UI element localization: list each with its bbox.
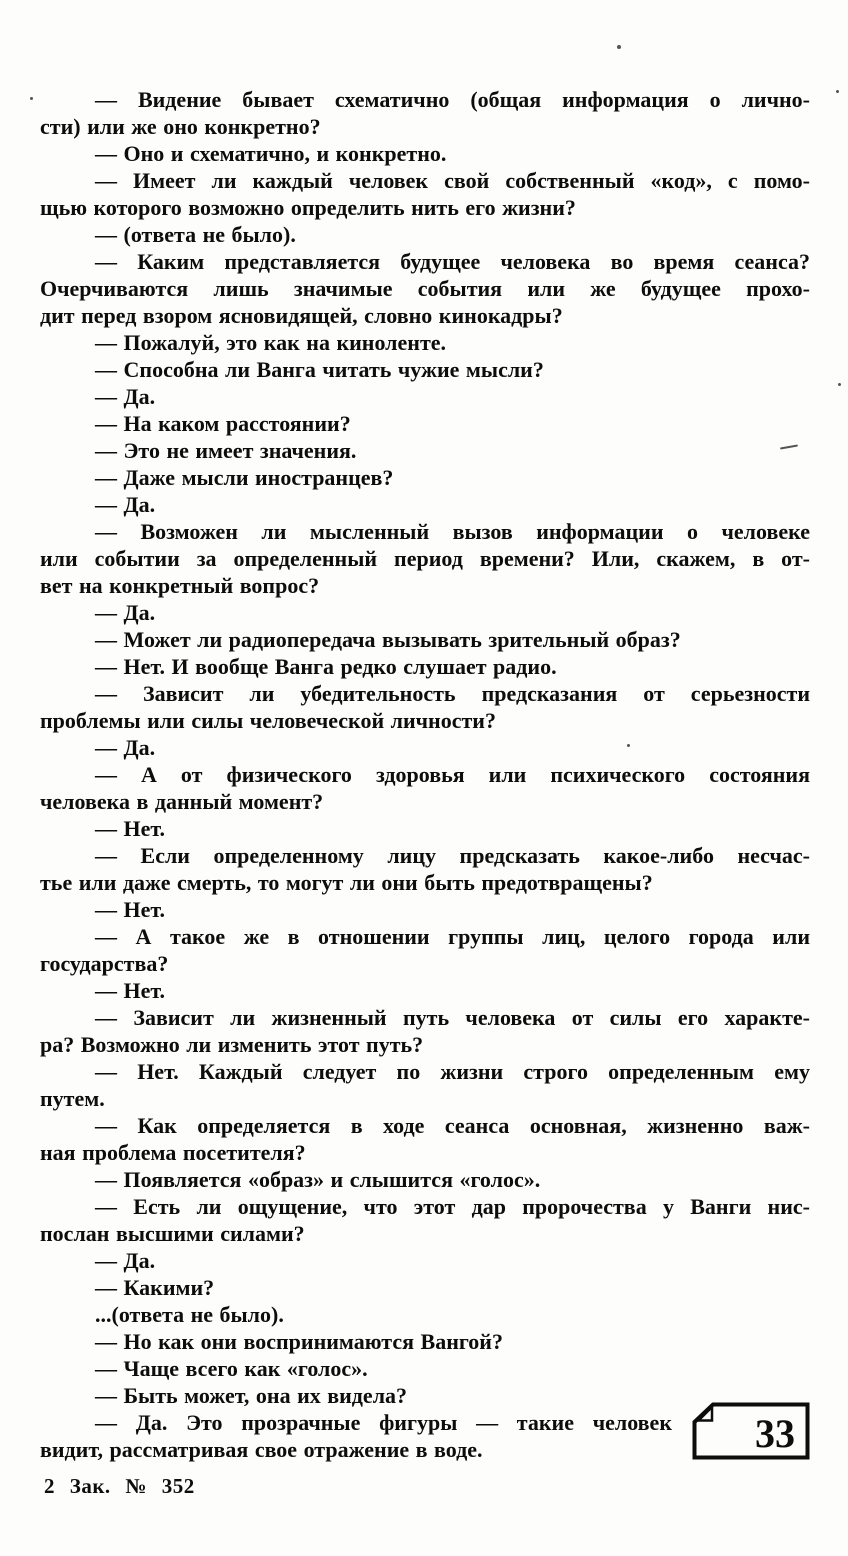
text-line: — Это не имеет значения.: [95, 438, 357, 463]
text-line: — Нет.: [95, 897, 166, 922]
text-line: — Какими?: [95, 1275, 215, 1300]
text-line: — Даже мысли иностранцев?: [95, 465, 394, 490]
text-line: видит, рассматривая свое отражение в воде.: [40, 1437, 483, 1462]
page-number-box: [692, 1402, 810, 1460]
text-line: — Чаще всего как «голос».: [95, 1356, 368, 1381]
text-line: государства?: [40, 951, 169, 976]
text-line: ...(ответа не было).: [95, 1302, 284, 1327]
text-line: — Каким представляется будущее человека во время сеанса?: [95, 249, 810, 274]
text-line: проблемы или силы человеческой личности?: [40, 708, 496, 733]
text-line: дит перед взором ясновидящей, словно кинокадры?: [40, 303, 563, 328]
text-line: путем.: [40, 1086, 105, 1111]
text-line: — Да.: [95, 384, 156, 409]
text-line: — На каком расстоянии?: [95, 411, 351, 436]
text-block: [40, 86, 810, 1464]
text-line: — Да.: [95, 1248, 156, 1273]
text-line: — Да.: [95, 735, 156, 760]
text-line: — А такое же в отношении группы лиц, целого города или: [95, 924, 810, 949]
text-line: человека в данный момент?: [40, 789, 324, 814]
text-line: — Да. Это прозрачные фигуры — такие человек: [95, 1410, 672, 1435]
text-line: — Как определяется в ходе сеанса основная, жизненно важ-: [95, 1113, 810, 1138]
text-line: — Нет. Каждый следует по жизни строго определенным ему: [95, 1059, 810, 1084]
text-line: — Но как они воспринимаются Вангой?: [95, 1329, 503, 1354]
scan-speck: [627, 744, 630, 747]
text-line: — Возможен ли мысленный вызов информации о человеке: [95, 519, 810, 544]
text-line: щью которого возможно определить нить его жизни?: [40, 195, 576, 220]
scan-speck: [30, 97, 33, 100]
text-line: — Пожалуй, это как на киноленте.: [95, 330, 447, 355]
text-line: — Да.: [95, 492, 156, 517]
text-line: Очерчиваются лишь значимые события или же будущее прохо-: [40, 276, 810, 301]
text-line: тье или даже смерть, то могут ли они быть предотвращены?: [40, 870, 653, 895]
scan-speck: [617, 45, 621, 49]
text-line: ная проблема посетителя?: [40, 1140, 306, 1165]
text-line: — А от физического здоровья или психического состояния: [95, 762, 810, 787]
text-line: — Нет.: [95, 978, 166, 1003]
text-line: — Нет.: [95, 816, 166, 841]
text-line: послан высшими силами?: [40, 1221, 305, 1246]
text-line: — Зависит ли жизненный путь человека от силы его характе-: [95, 1005, 810, 1030]
print-signature: 2 Зак. № 352: [44, 1474, 195, 1498]
scan-speck: [836, 90, 839, 93]
text-line: — Может ли радиопередача вызывать зрительный образ?: [95, 627, 681, 652]
dog-ear-page-icon: [692, 1402, 810, 1460]
scan-speck: [838, 383, 841, 386]
text-line: — Да.: [95, 600, 156, 625]
text-line: — Если определенному лицу предсказать какое-либо несчас-: [95, 843, 810, 868]
text-line: — Нет. И вообще Ванга редко слушает радио.: [95, 654, 557, 679]
text-line: — Видение бывает схематично (общая информация о лично-: [95, 87, 810, 112]
text-line: вет на конкретный вопрос?: [40, 573, 320, 598]
text-line: — Зависит ли убедительность предсказания от серьезности: [95, 681, 810, 706]
text-line: — (ответа не было).: [95, 222, 296, 247]
page-number: 33: [755, 1411, 795, 1456]
text-line: — Оно и схематично, и конкретно.: [95, 141, 447, 166]
text-line: сти) или же оно конкретно?: [40, 114, 321, 139]
text-line: — Есть ли ощущение, что этот дар пророчества у Ванги нис-: [95, 1194, 810, 1219]
text-line: ра? Возможно ли изменить этот путь?: [40, 1032, 424, 1057]
text-line: или событии за определенный период времени? Или, скажем, в от-: [40, 546, 810, 571]
text-line: — Быть может, она их видела?: [95, 1383, 408, 1408]
text-line: — Способна ли Ванга читать чужие мысли?: [95, 357, 544, 382]
text-line: — Появляется «образ» и слышится «голос».: [95, 1167, 541, 1192]
text-line: — Имеет ли каждый человек свой собственный «код», с помо-: [95, 168, 810, 193]
